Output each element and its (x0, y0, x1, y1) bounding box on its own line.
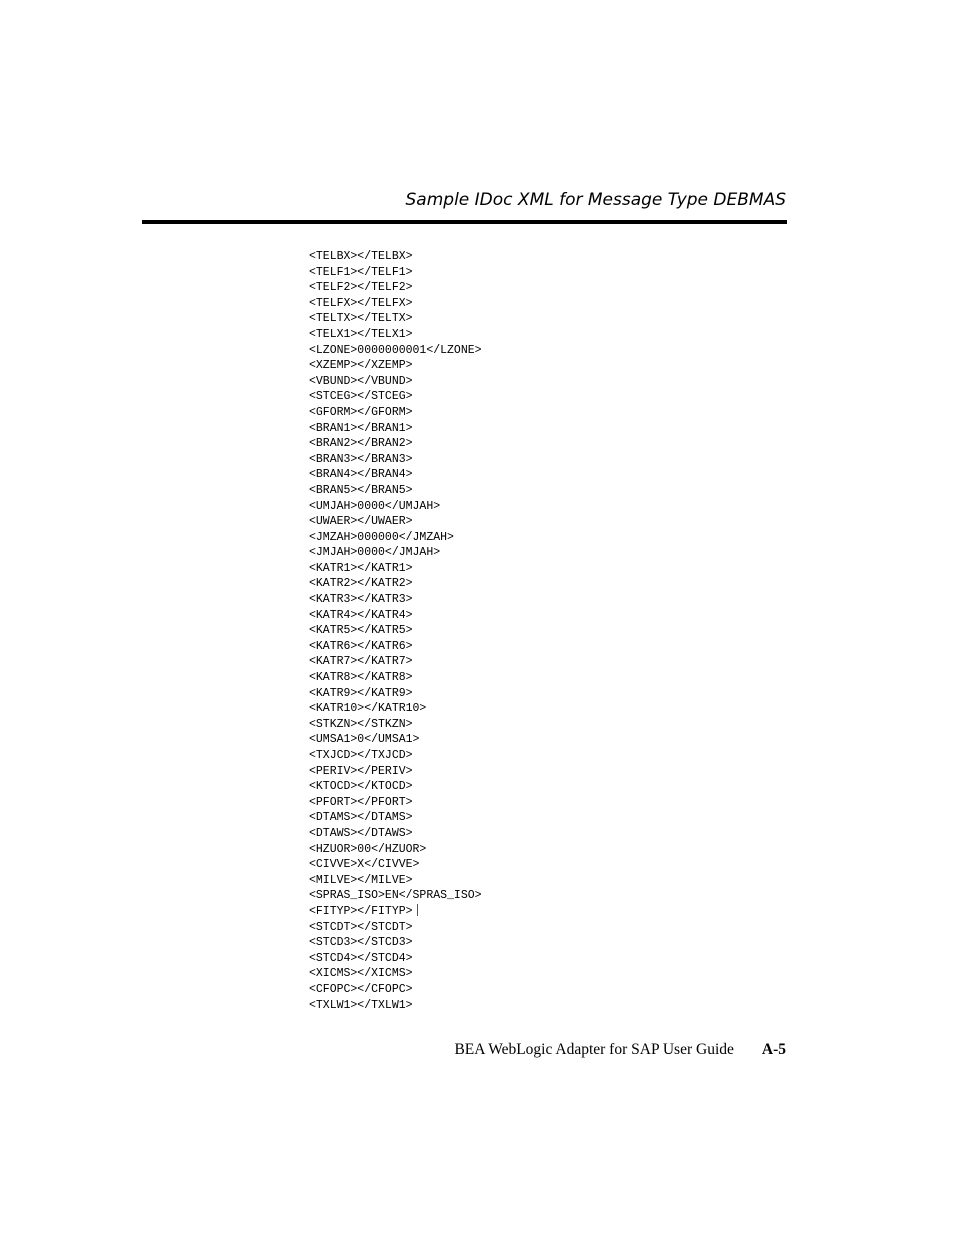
footer-page-number: A-5 (761, 1041, 786, 1058)
code-line (309, 389, 482, 405)
code-line-text: <STKZN></STKZN> (309, 717, 413, 731)
code-line-text: <BRAN1></BRAN1> (309, 421, 413, 435)
code-line-text: <KATR3></KATR3> (309, 593, 413, 607)
code-line (309, 686, 482, 702)
code-line (309, 810, 482, 826)
code-line-text: <TELF2></TELF2> (309, 281, 413, 295)
code-line (309, 732, 482, 748)
code-line-text: <KATR8></KATR8> (309, 671, 413, 685)
code-line-text: <VBUND></VBUND> (309, 374, 413, 388)
code-line-text: <STCEG></STCEG> (309, 390, 413, 404)
code-line-text: <PERIV></PERIV> (309, 764, 413, 778)
code-line-text: <SPRAS_ISO>EN</SPRAS_ISO> (309, 889, 482, 903)
code-line (309, 701, 482, 717)
code-line (309, 608, 482, 624)
code-line-text: <BRAN5></BRAN5> (309, 483, 413, 497)
code-line-text: <TELF1></TELF1> (309, 265, 413, 279)
code-line (309, 296, 482, 312)
code-line-text: <GFORM></GFORM> (309, 405, 413, 419)
code-line (309, 982, 482, 998)
code-line (309, 670, 482, 686)
code-line (309, 545, 482, 561)
code-line-text: <TELFX></TELFX> (309, 296, 413, 310)
code-line (309, 576, 482, 592)
code-line (309, 966, 482, 982)
code-line-text: <KATR2></KATR2> (309, 577, 413, 591)
code-line (309, 374, 482, 390)
code-line-text: <STCDT></STCDT> (309, 920, 413, 934)
code-line (309, 514, 482, 530)
code-line (309, 530, 482, 546)
code-line (309, 483, 482, 499)
code-line (309, 748, 482, 764)
code-line-text: <TXJCD></TXJCD> (309, 749, 413, 762)
code-line-text: <KTOCD></KTOCD> (309, 780, 413, 794)
code-line (309, 935, 482, 951)
code-line (309, 842, 482, 858)
code-line (309, 826, 482, 842)
code-line (309, 452, 482, 468)
code-line-text: <JMJAH>0000</JMJAH> (309, 546, 441, 560)
code-line-text: <BRAN4></BRAN4> (309, 468, 413, 482)
code-line-text: <STCD3></STCD3> (309, 936, 413, 950)
code-line (309, 467, 482, 483)
code-line-text: <DTAMS></DTAMS> (309, 811, 413, 825)
footer-book-title: BEA WebLogic Adapter for SAP User Guide (454, 1041, 734, 1058)
code-line-text: <XICMS></XICMS> (309, 967, 413, 981)
code-line (309, 421, 482, 437)
code-line (309, 951, 482, 967)
code-line (309, 592, 482, 608)
header-divider (142, 220, 787, 224)
code-line-text: <TELTX></TELTX> (309, 312, 413, 326)
code-line-text: <KATR9></KATR9> (309, 686, 413, 700)
code-line (309, 280, 482, 296)
code-line (309, 358, 482, 374)
code-line-text: <KATR10></KATR10> (309, 702, 427, 716)
code-line (309, 499, 482, 515)
code-line (309, 343, 482, 359)
code-line-text: <TELX1></TELX1> (309, 327, 413, 341)
code-line-text: <JMZAH>000000</JMZAH> (309, 530, 454, 544)
code-line (309, 249, 482, 265)
code-line-text: <TELBX></TELBX> (309, 250, 413, 263)
code-line (309, 857, 482, 873)
page-footer (454, 1040, 786, 1060)
code-line (309, 265, 482, 281)
code-line (309, 639, 482, 655)
code-line (309, 764, 482, 780)
code-line-text: <DTAWS></DTAWS> (309, 826, 413, 840)
code-line-text: <KATR4></KATR4> (309, 608, 413, 622)
code-line (309, 623, 482, 639)
code-line-text: <TXLW1></TXLW1> (309, 998, 413, 1012)
code-line (309, 561, 482, 577)
code-line (309, 405, 482, 421)
code-line-text: <MILVE></MILVE> (309, 873, 413, 887)
code-line (309, 904, 482, 920)
code-line (309, 795, 482, 811)
code-line (309, 779, 482, 795)
code-line-text: <KATR7></KATR7> (309, 655, 413, 669)
code-line-text: <PFORT></PFORT> (309, 795, 413, 809)
code-line-text: <KATR6></KATR6> (309, 639, 413, 653)
code-line-text: <CFOPC></CFOPC> (309, 982, 413, 996)
code-line-text: <UMSA1>0</UMSA1> (309, 733, 420, 747)
page-header-title: Sample IDoc XML for Message Type DEBMAS (405, 190, 786, 210)
code-line-text: <FITYP></FITYP> (309, 904, 413, 918)
code-line (309, 327, 482, 343)
code-listing (309, 249, 482, 1013)
code-line-text: <HZUOR>00</HZUOR> (309, 842, 427, 856)
code-line (309, 873, 482, 889)
code-line-text: <UMJAH>0000</UMJAH> (309, 499, 441, 513)
code-line (309, 436, 482, 452)
code-line-text: <BRAN2></BRAN2> (309, 437, 413, 451)
code-line-text: <UWAER></UWAER> (309, 515, 413, 529)
code-line (309, 888, 482, 904)
code-line-text: <BRAN3></BRAN3> (309, 452, 413, 466)
code-line (309, 654, 482, 670)
code-line-text: <KATR1></KATR1> (309, 561, 413, 575)
code-line-text: <XZEMP></XZEMP> (309, 359, 413, 373)
code-line-text: <CIVVE>X</CIVVE> (309, 858, 420, 872)
code-line (309, 717, 482, 733)
text-cursor-icon (417, 904, 418, 916)
code-line (309, 998, 482, 1014)
code-line-text: <KATR5></KATR5> (309, 624, 413, 638)
code-line-text: <STCD4></STCD4> (309, 951, 413, 965)
code-line (309, 920, 482, 936)
code-line (309, 311, 482, 327)
code-line-text: <LZONE>0000000001</LZONE> (309, 343, 482, 357)
